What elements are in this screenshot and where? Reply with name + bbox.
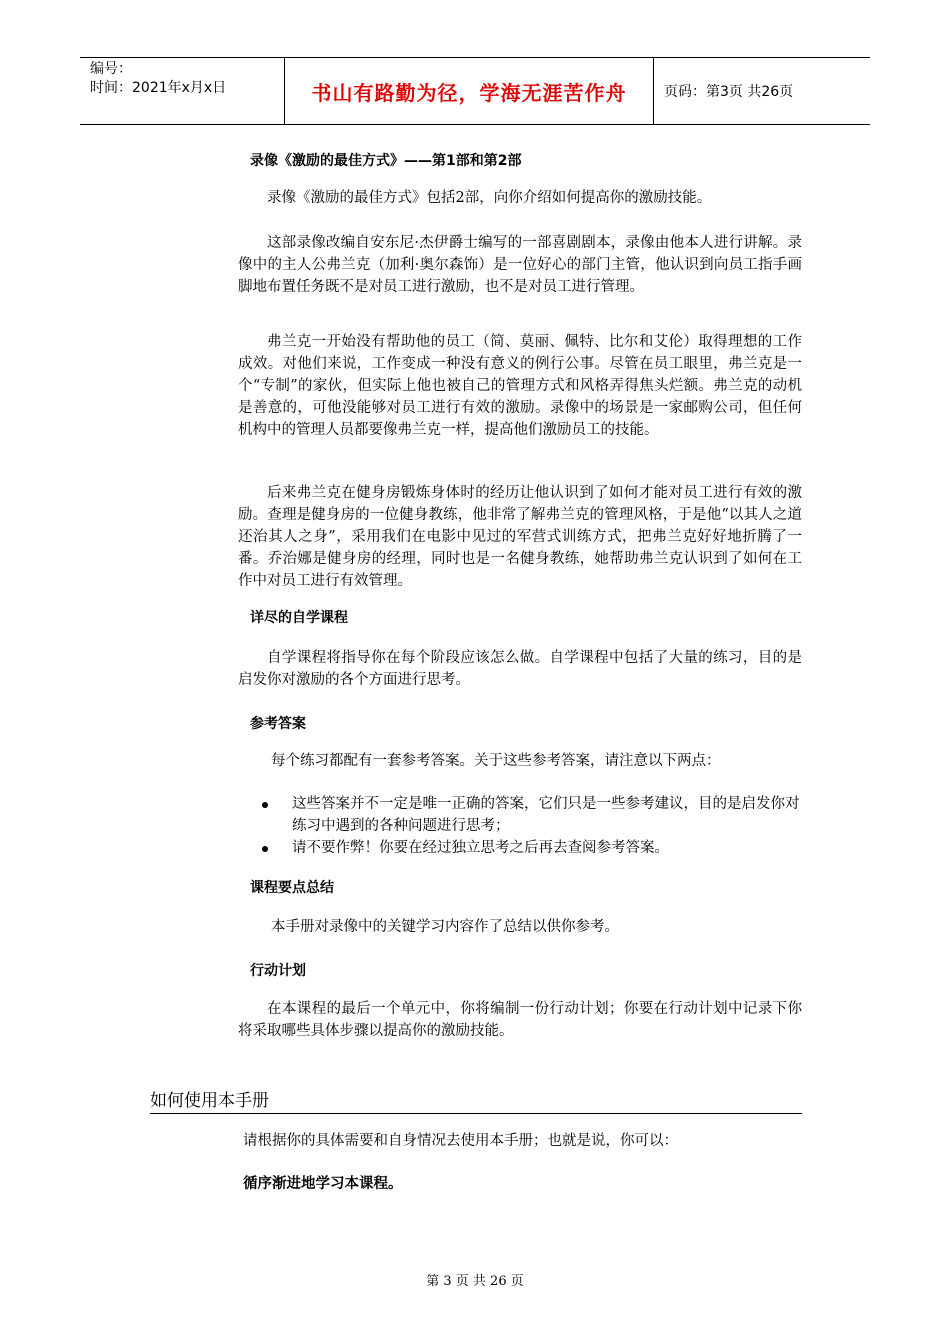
bullet-icon <box>262 802 268 808</box>
page-footer: 第 3 页 共 26 页 <box>426 1274 524 1289</box>
list-item <box>258 793 802 837</box>
heading-reference-answers: 参考答案 <box>250 716 306 732</box>
paragraph-action-plan-text: 在本课程的最后一个单元中，你将编制一份行动计划；你要在行动计划中记录下你将采取哪些具体步骤以提高你的激励技能。 <box>238 1001 802 1039</box>
paragraph-frank-start-text: 弗兰克一开始没有帮助他的员工（简、莫丽、佩特、比尔和艾伦）取得理想的工作成效。对他们来说，工作变成一种没有意义的例行公事。尽管在员工眼里，弗兰克是一个“专制”的家伙，但实际上他也被自己的管理方式和风格弄得焦头烂额。弗兰克的动机是善意的，可他没能够对员工进行有效的激励。录像中的场景是一家邮购公司，但任何机构中的管理人员都要像弗兰克一样，提高他们激励员工的技能。 <box>238 334 802 438</box>
reference-answer-notes <box>258 793 802 859</box>
paragraph-gym-text: 后来弗兰克在健身房锻炼身体时的经历让他认识到了如何才能对员工进行有效的激励。查理是健身房的一位健身教练，他非常了解弗兰克的管理风格，于是他“以其人之道还治其人之身”，采用我们在电影中见过的军营式训练方式，把弗兰克好好地折腾了一番。乔治娜是健身房的经理，同时也是一名健身教练，她帮助弗兰克认识到了如何在工作中对员工进行有效管理。 <box>238 485 802 589</box>
paragraph-reference-answers <box>238 750 802 772</box>
bullet-icon <box>262 846 268 852</box>
heading-self-study: 详尽的自学课程 <box>250 610 348 626</box>
paragraph-adaptation <box>238 232 802 298</box>
paragraph-intro-text: 录像《激励的最佳方式》包括2部，向你介绍如何提高你的激励技能。 <box>267 190 712 206</box>
list-item-text: 请不要作弊！你要在经过独立思考之后再去查阅参考答案。 <box>292 840 669 856</box>
header-meta <box>80 58 284 124</box>
paragraph-summary <box>238 916 802 938</box>
paragraph-action-plan <box>238 998 802 1042</box>
paragraph-gym <box>238 482 802 592</box>
list-item-text: 这些答案并不一定是唯一正确的答案，它们只是一些参考建议，目的是启发你对练习中遇到的各种问题进行思考； <box>292 796 800 834</box>
paragraph-frank-start <box>238 331 802 441</box>
heading-summary: 课程要点总结 <box>250 880 334 896</box>
header-page-label: 页码：第3页 共26页 <box>664 84 794 100</box>
paragraph-how-to-use: 请根据你的具体需要和自身情况去使用本手册；也就是说，你可以： <box>243 1133 678 1149</box>
list-item <box>258 837 802 859</box>
header-time-label: 时间：2021年x月x日 <box>90 80 227 96</box>
page-header <box>80 57 870 125</box>
section-title-how-to-use: 如何使用本手册 <box>150 1086 802 1114</box>
header-number-label: 编号： <box>90 61 132 77</box>
paragraph-adaptation-text: 这部录像改编自安东尼·杰伊爵士编写的一部喜剧剧本，录像由他本人进行讲解。录像中的主人公弗兰克（加利·奥尔森饰）是一位好心的部门主管，他认识到向员工指手画脚地布置任务既不是对员工进行激励，也不是对员工进行管理。 <box>238 235 802 295</box>
heading-step-by-step: 循序渐进地学习本课程。 <box>243 1175 403 1192</box>
paragraph-intro <box>238 187 802 209</box>
header-motto: 书山有路勤为径，学海无涯苦作舟 <box>284 58 654 124</box>
heading-action-plan: 行动计划 <box>250 963 306 979</box>
paragraph-self-study-text: 自学课程将指导你在每个阶段应该怎么做。自学课程中包括了大量的练习，目的是启发你对激励的各个方面进行思考。 <box>238 650 802 688</box>
paragraph-reference-answers-text: 每个练习都配有一套参考答案。关于这些参考答案，请注意以下两点： <box>271 753 721 769</box>
paragraph-summary-text: 本手册对录像中的关键学习内容作了总结以供你参考。 <box>271 919 619 935</box>
paragraph-self-study <box>238 647 802 691</box>
heading-video-title: 录像《激励的最佳方式》——第1部和第2部 <box>250 153 522 169</box>
